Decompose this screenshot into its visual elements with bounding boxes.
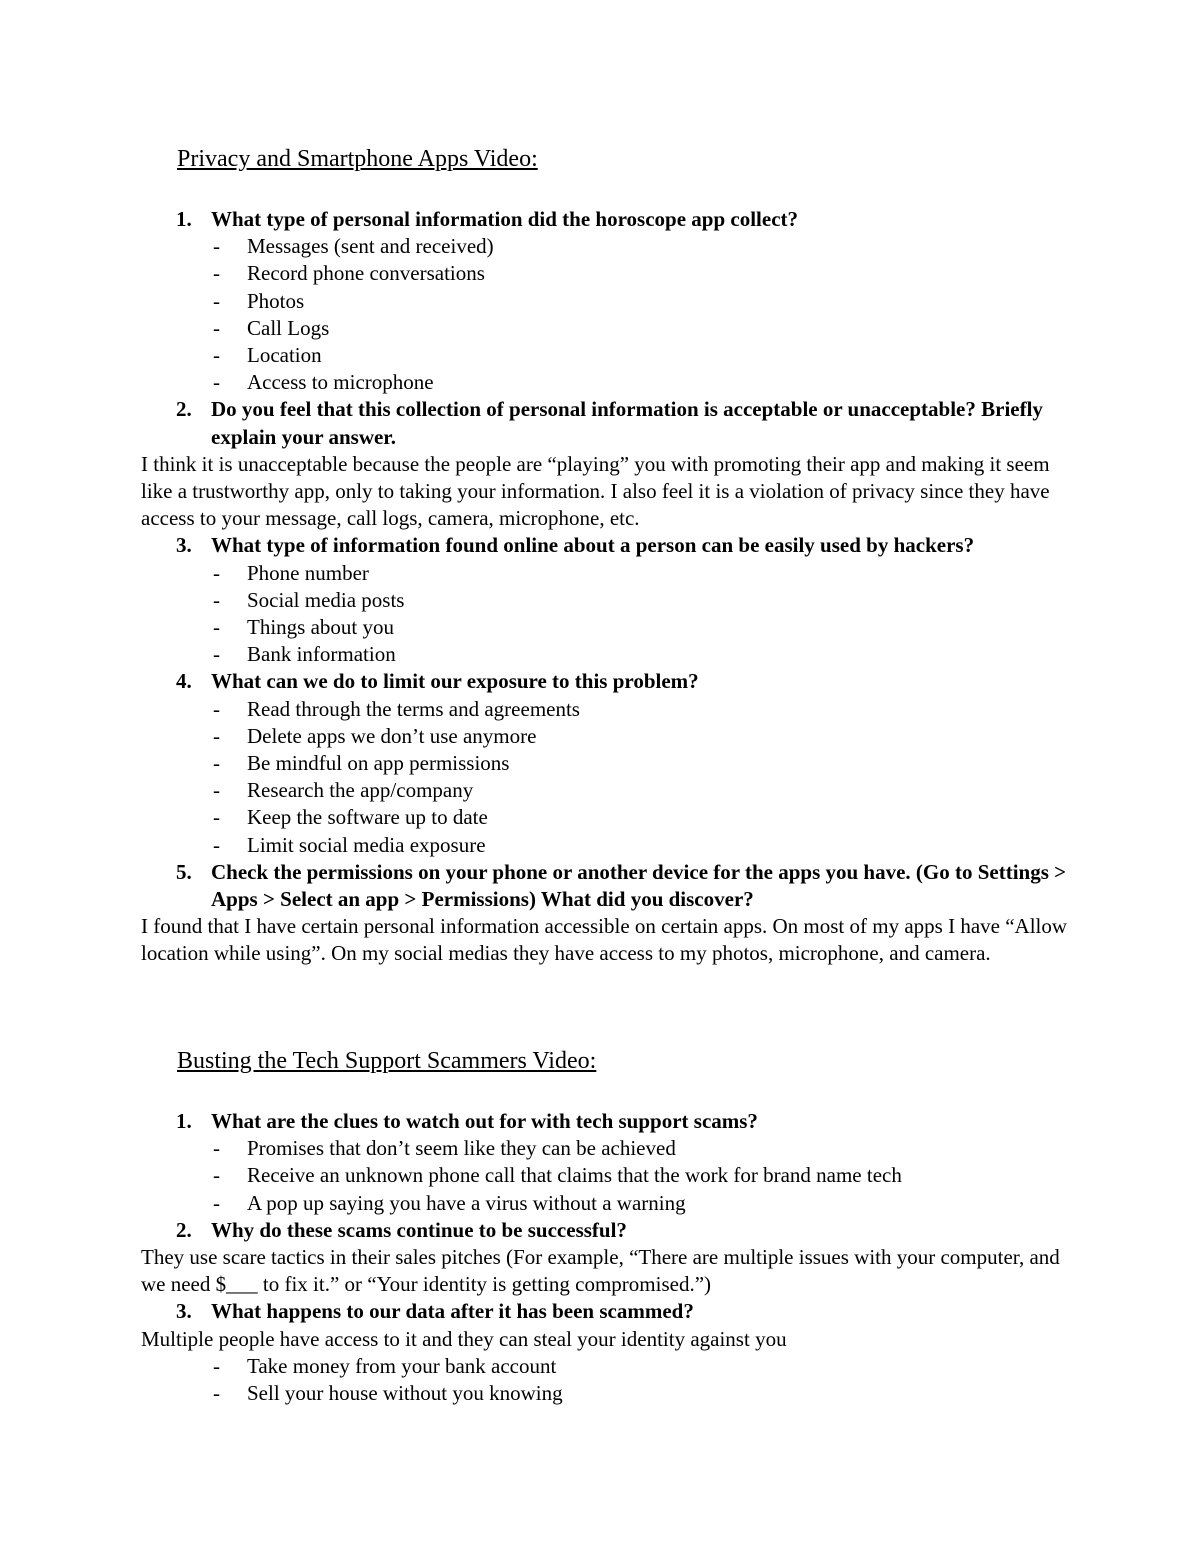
list-item — [141, 315, 1071, 342]
list-item — [141, 614, 1071, 641]
answer-paragraph: Multiple people have access to it and they can steal your identity against you — [141, 1326, 787, 1351]
list-item-text: Messages (sent and received) — [247, 234, 494, 259]
question-2 — [141, 396, 1071, 450]
list-item-text: Limit social media exposure — [247, 832, 486, 857]
question-number: 2. — [176, 397, 192, 422]
list-item-text: Social media posts — [247, 587, 405, 612]
list-item — [141, 750, 1071, 777]
bullet-dash: - — [213, 723, 220, 748]
bullet-dash: - — [213, 832, 220, 857]
list-item — [141, 641, 1071, 668]
list-item-text: Phone number — [247, 560, 369, 585]
list-item — [141, 342, 1071, 369]
section-privacy-apps — [141, 144, 1071, 968]
bullet-dash: - — [213, 1190, 220, 1215]
section-title: Privacy and Smartphone Apps Video: — [177, 146, 538, 172]
list-item-text: Bank information — [247, 642, 396, 667]
question-number: 3. — [176, 533, 192, 558]
list-item — [141, 777, 1071, 804]
list-item — [141, 723, 1071, 750]
list-item-text: Read through the terms and agreements — [247, 696, 580, 721]
bullet-dash: - — [213, 751, 220, 776]
answer-paragraph: I found that I have certain personal information accessible on certain apps. On most of my apps I have “Allow location while using”. On my social medias they have access to my photos, microphone, and camera. — [141, 914, 1068, 966]
question-2 — [141, 1217, 1071, 1244]
list-item — [141, 260, 1071, 287]
question-1 — [141, 1108, 1071, 1135]
bullet-dash: - — [213, 696, 220, 721]
question-number: 1. — [176, 1109, 192, 1133]
list-item-text: Research the app/company — [247, 778, 474, 803]
question-text: What can we do to limit our exposure to this problem? — [211, 669, 699, 694]
list-item-text: Promises that don’t seem like they can be achieved — [247, 1136, 676, 1161]
bullet-dash: - — [213, 587, 220, 612]
question-text: What type of information found online about a person can be easily used by hackers? — [211, 533, 975, 558]
list-item — [141, 804, 1071, 831]
question-4 — [141, 668, 1071, 695]
question-1 — [141, 206, 1071, 233]
list-item-text: Call Logs — [247, 315, 330, 340]
bullet-dash: - — [213, 615, 220, 640]
bullet-dash: - — [213, 343, 220, 368]
question-text: Do you feel that this collection of personal information is acceptable or unacceptable? Briefly explain your answer. — [211, 397, 1043, 449]
section-title: Busting the Tech Support Scammers Video: — [177, 1048, 597, 1074]
bullet-dash: - — [213, 778, 220, 803]
bullet-dash: - — [213, 288, 220, 313]
list-item-text: Delete apps we don’t use anymore — [247, 723, 537, 748]
list-item-text: Take money from your bank account — [247, 1353, 557, 1378]
question-5 — [141, 859, 1071, 913]
question-number: 3. — [176, 1299, 192, 1324]
bullet-dash: - — [213, 370, 220, 395]
question-number: 2. — [176, 1217, 192, 1242]
bullet-dash: - — [213, 805, 220, 830]
bullet-dash: - — [213, 261, 220, 286]
list-item — [141, 1162, 1071, 1189]
list-item-text: Things about you — [247, 615, 394, 640]
section-tech-support-scammers — [141, 1046, 1071, 1407]
list-item-text: Record phone conversations — [247, 261, 485, 286]
answer-paragraph: I think it is unacceptable because the people are “playing” you with promoting their app and making it seem like a trustworthy app, only to taking your information. I also feel it is a violation of privacy since they have access to your message, call logs, camera, microphone, etc. — [141, 451, 1050, 531]
list-item — [141, 233, 1071, 260]
list-item — [141, 560, 1071, 587]
bullet-dash: - — [213, 1381, 220, 1406]
question-3 — [141, 1298, 1071, 1325]
question-3 — [141, 532, 1071, 559]
bullet-dash: - — [213, 234, 220, 259]
question-text: What happens to our data after it has been scammed? — [211, 1299, 694, 1324]
bullet-dash: - — [213, 1163, 220, 1188]
list-item — [141, 696, 1071, 723]
list-item — [141, 1135, 1071, 1162]
list-item — [141, 832, 1071, 859]
bullet-dash: - — [213, 1353, 220, 1378]
list-item — [141, 1353, 1071, 1380]
bullet-dash: - — [213, 1136, 220, 1161]
question-text: Check the permissions on your phone or another device for the apps you have. (Go to Settings > Apps > Select an app > Permissions) What did you discover? — [211, 859, 1067, 912]
list-item — [141, 369, 1071, 396]
list-item-text: Keep the software up to date — [247, 805, 488, 830]
list-item-text: Be mindful on app permissions — [247, 751, 510, 776]
list-item — [141, 1380, 1071, 1407]
list-item-text: A pop up saying you have a virus without a warning — [247, 1190, 686, 1215]
bullet-dash: - — [213, 560, 220, 585]
list-item-text: Sell your house without you knowing — [247, 1381, 563, 1406]
list-item-text: Location — [247, 343, 322, 368]
list-item — [141, 288, 1071, 315]
answer-paragraph: They use scare tactics in their sales pitches (For example, “There are multiple issues with your computer, and we need $___ to fix it.” or “Your identity is getting compromised.”) — [141, 1245, 1060, 1297]
question-text: What type of personal information did the horoscope app collect? — [211, 207, 799, 231]
question-number: 5. — [176, 859, 192, 884]
list-item — [141, 1190, 1071, 1217]
question-text: Why do these scams continue to be successful? — [211, 1217, 627, 1242]
list-item-text: Access to microphone — [247, 370, 434, 395]
bullet-dash: - — [213, 642, 220, 667]
question-number: 1. — [176, 207, 192, 231]
bullet-dash: - — [213, 315, 220, 340]
list-item-text: Receive an unknown phone call that claims that the work for brand name tech — [247, 1163, 902, 1188]
question-number: 4. — [176, 669, 192, 694]
list-item-text: Photos — [247, 288, 305, 313]
question-text: What are the clues to watch out for with tech support scams? — [211, 1109, 758, 1133]
list-item — [141, 587, 1071, 614]
